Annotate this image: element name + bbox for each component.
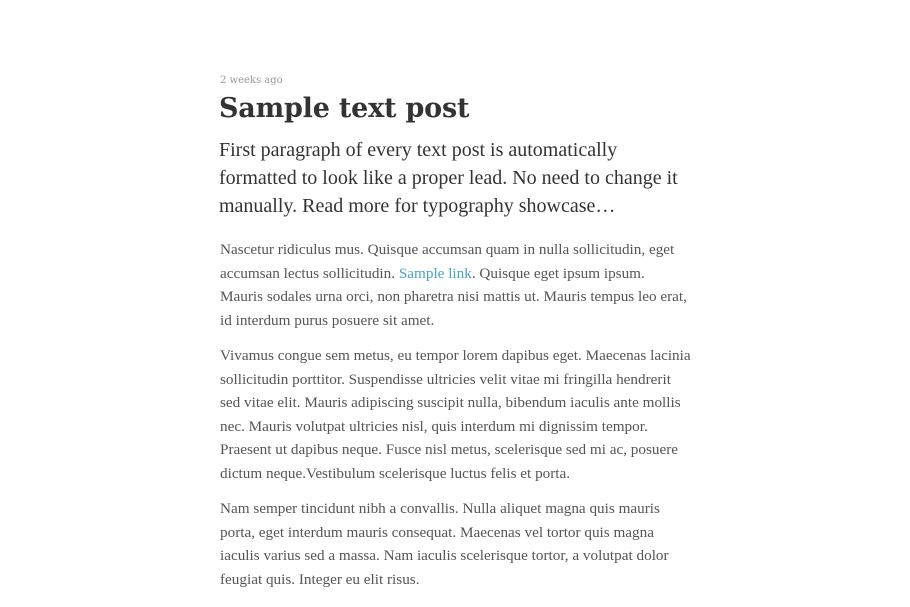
- paragraph-2: Vivamus congue sem metus, eu tempor lorem dapibus eget. Maecenas lacinia sollicitudin porttitor. Suspendisse ultricies velit vitae mi fringilla hendrerit sed vitae elit. Mauris adipiscing suscipit nulla, bibendum iaculis ante mollis nec. Mauris volutpat ultricies nisl, quis interdum mi dignissim tempor. Praesent ut dapibus neque. Fusce nisl metus, scelerisque sed mi ac, posuere dictum neque.Vestibulum scelerisque luctus felis et porta.: [220, 347, 691, 482]
- post-lead: First paragraph of every text post is automatically formatted to look like a proper lead. No need to change it manually. Read more for typography showcase…: [219, 139, 678, 217]
- post-body: [219, 238, 691, 591]
- post-title: Sample text post: [219, 93, 470, 124]
- paragraph-1-text-after-link: . Quisque eget ipsum ipsum. Mauris sodales urna orci, non pharetra nisi mattis ut. Mauris tempus leo erat, id interdum purus posuere sit amet.: [220, 264, 687, 329]
- blog-post: [219, 74, 691, 603]
- paragraph-3: Nam semper tincidunt nibh a convallis. Nulla aliquet magna quis mauris porta, eget interdum mauris consequat. Maecenas vel tortor quis magna iaculis varius sed a massa. Nam iaculis scelerisque tortor, a volutpat dolor feugiat quis. Integer eu elit risus.: [220, 500, 669, 588]
- sample-link[interactable]: Sample link: [398, 264, 472, 282]
- paragraph-1: [220, 238, 691, 332]
- paragraph-1-text-before-link: Nascetur ridiculus mus. Quisque accumsan quam in nulla sollicitudin, eget accumsan lectus sollicitudin.: [220, 241, 675, 282]
- post-date: 2 weeks ago: [220, 75, 283, 86]
